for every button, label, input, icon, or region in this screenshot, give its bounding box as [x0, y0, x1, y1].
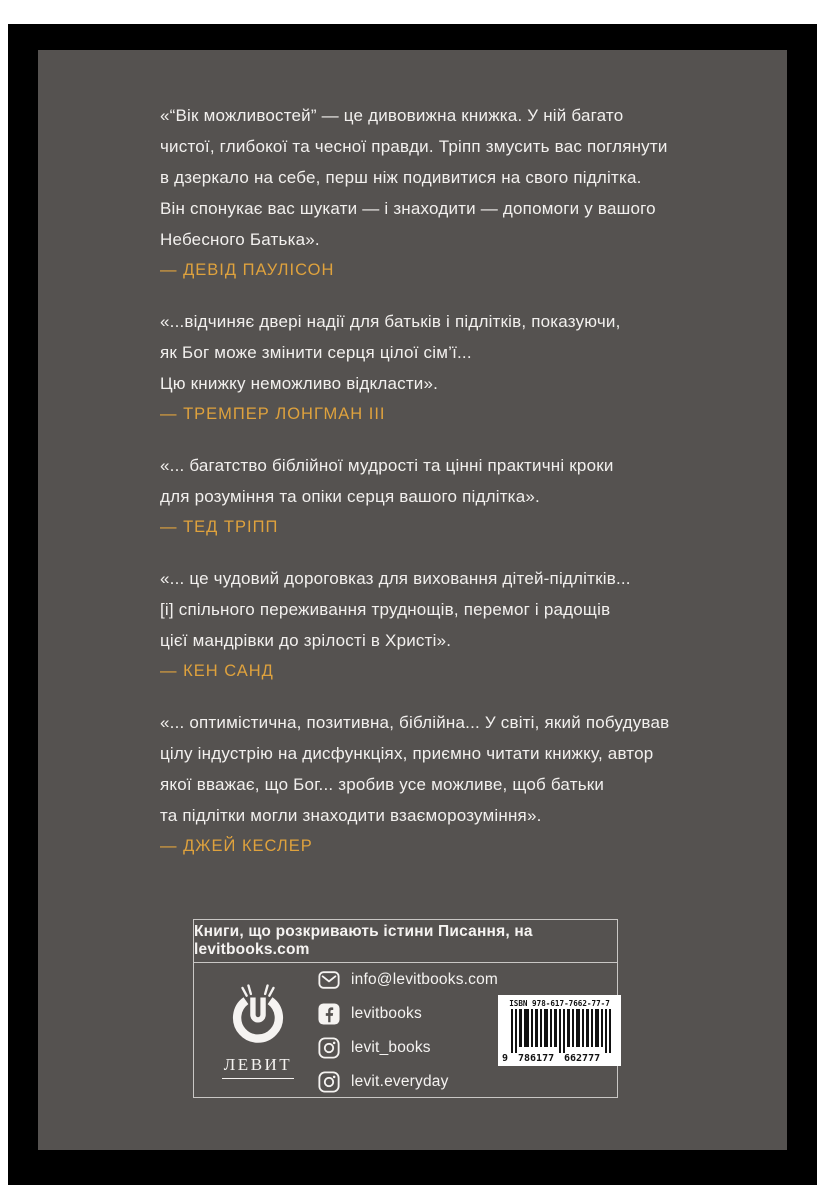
- facebook-icon: [318, 1003, 340, 1025]
- barcode-digit-group: 9: [502, 1053, 509, 1064]
- quote-tripp: [160, 450, 720, 543]
- publisher-tagline-text: Книги, що розкривають істини Писання, на levitbooks.com: [194, 923, 533, 958]
- contact-email: [318, 967, 498, 992]
- quote-author: — ТЕД ТРІПП: [160, 518, 279, 536]
- barcode-digit-group: 662777: [564, 1053, 601, 1064]
- cover-gray-panel: [38, 50, 787, 1150]
- contact-instagram-everyday: [318, 1069, 498, 1094]
- contact-instagram-books: [318, 1035, 498, 1060]
- quote-longman: [160, 306, 720, 430]
- quote-paulison: [160, 100, 720, 286]
- quote-line: Небесного Батька».: [160, 230, 320, 249]
- contact-label: levit.everyday: [351, 1072, 449, 1090]
- quote-line: та підлітки могли знаходити взаєморозуміння».: [160, 806, 542, 825]
- quote-author: — ДЕВІД ПАУЛІСОН: [160, 261, 335, 279]
- quote-line: «“Вік можливостей” — це дивовижна книжка. У ній багато: [160, 106, 624, 125]
- quote-line: цілу індустрію на дисфункціях, приємно читати книжку, автор: [160, 744, 654, 763]
- contact-facebook: [318, 1001, 498, 1026]
- quote-author: — ТРЕМПЕР ЛОНГМАН ІІІ: [160, 405, 386, 423]
- quote-kesler: [160, 707, 720, 862]
- quote-author: — КЕН САНД: [160, 662, 274, 680]
- contacts-list: [318, 967, 498, 1094]
- isbn-barcode: [498, 995, 621, 1066]
- quote-line: «... це чудовий дороговказ для виховання дітей-підлітків...: [160, 569, 631, 588]
- quote-sande: [160, 563, 720, 687]
- quote-line: цієї мандрівки до зрілості в Христі».: [160, 631, 452, 650]
- quote-line: «...відчиняє двері надії для батьків і підлітків, показуючи,: [160, 312, 621, 331]
- quote-line: Цю книжку неможливо відкласти».: [160, 374, 439, 393]
- contact-label: levitbooks: [351, 1004, 422, 1022]
- levit-menorah-logo-icon: [222, 982, 294, 1055]
- quote-line: «... оптимістична, позитивна, біблійна... У світі, який побудував: [160, 713, 670, 732]
- barcode-digit-group: 786177: [518, 1053, 555, 1064]
- publisher-tagline: [194, 920, 617, 963]
- quote-line: як Бог може змінити серця цілої сім’ї...: [160, 343, 472, 362]
- quote-line: для розуміння та опіки серця вашого підлітка».: [160, 487, 540, 506]
- isbn-label: ISBN 978-617-7662-77-7: [509, 999, 610, 1008]
- endorsement-quotes: [160, 100, 720, 882]
- quote-line: якої вважає, що Бог... зробив усе можливе, щоб батьки: [160, 775, 605, 794]
- publisher-logo-block: [208, 982, 308, 1079]
- quote-line: [і] спільного переживання труднощів, перемог і радощів: [160, 600, 611, 619]
- publisher-content-row: [194, 963, 617, 1098]
- publisher-info-box: [193, 919, 618, 1098]
- quote-line: Він спонукає вас шукати — і знаходити — допомоги у вашого: [160, 199, 656, 218]
- contact-label: info@levitbooks.com: [351, 970, 499, 988]
- instagram-icon: [318, 1071, 340, 1093]
- contact-label: levit_books: [351, 1038, 431, 1056]
- email-icon: [318, 969, 340, 991]
- instagram-icon: [318, 1037, 340, 1059]
- quote-line: «... багатство біблійної мудрості та цінні практичні кроки: [160, 456, 614, 475]
- publisher-name: ЛЕВИТ: [222, 1053, 294, 1079]
- barcode-bars: [511, 1009, 611, 1053]
- quote-author: — ДЖЕЙ КЕСЛЕР: [160, 837, 313, 855]
- quote-line: в дзеркало на себе, перш ніж подивитися на свого підлітка.: [160, 168, 642, 187]
- quote-line: чистої, глибокої та чесної правди. Тріпп змусить вас поглянути: [160, 137, 668, 156]
